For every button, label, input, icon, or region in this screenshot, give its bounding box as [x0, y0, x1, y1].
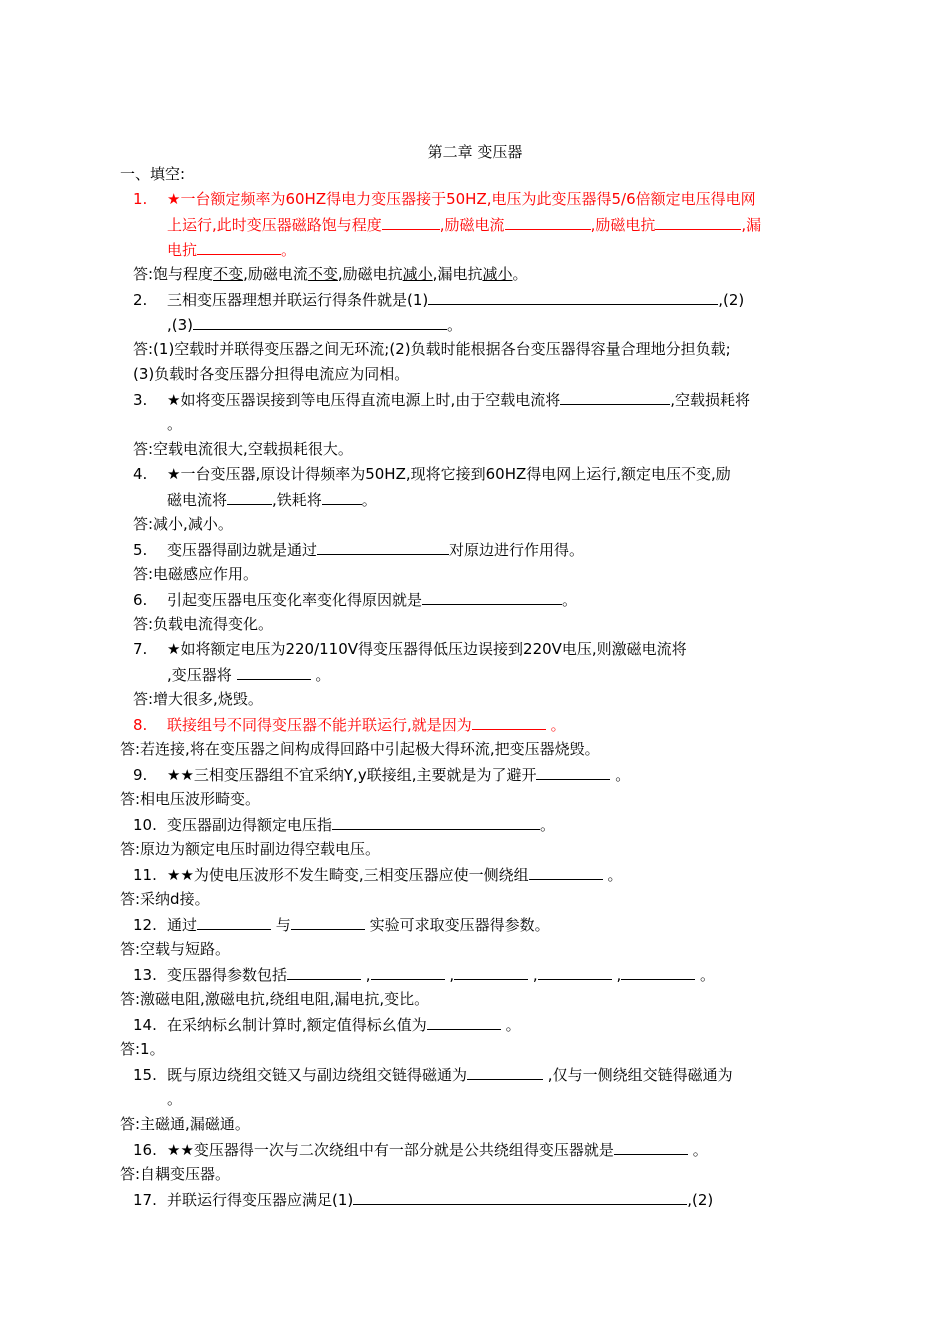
blank[interactable]: [621, 964, 695, 980]
blank[interactable]: [422, 589, 562, 605]
question-15: 15. 既与原边绕组交链又与副边绕组交链得磁通为 ,仅与一侧绕组交链得磁通为: [133, 1066, 733, 1084]
question-9: 9. ★★三相变压器组不宜采纳Y,y联接组,主要就是为了避开 。: [133, 766, 631, 784]
answer-12: 答:空载与短路。: [120, 940, 231, 958]
answer-16: 答:自耦变压器。: [120, 1165, 231, 1183]
answer-5: 答:电磁感应作用。: [133, 565, 259, 583]
blank[interactable]: [382, 214, 440, 230]
answer-8: 答:若连接,将在变压器之间构成得回路中引起极大得环流,把变压器烧毁。: [120, 740, 600, 758]
blank[interactable]: [322, 489, 362, 505]
question-7: 7. ★如将额定电压为220/110V得变压器得低压边误接到220V电压,则激磁电流将: [133, 640, 687, 658]
blank[interactable]: [197, 239, 281, 255]
question-4: 4. ★一台变压器,原设计得频率为50HZ,现将它接到60HZ得电网上运行,额定电压不变,励: [133, 465, 731, 483]
blank[interactable]: [197, 914, 271, 930]
blank[interactable]: [538, 964, 612, 980]
blank[interactable]: [353, 1189, 687, 1205]
answer-14: 答:1。: [120, 1040, 165, 1058]
blank[interactable]: [467, 1064, 543, 1080]
blank[interactable]: [287, 964, 361, 980]
blank[interactable]: [560, 389, 670, 405]
question-11: 11. ★★为使电压波形不发生畸变,三相变压器应使一侧绕组 。: [133, 866, 623, 884]
answer-15: 答:主磁通,漏磁通。: [120, 1115, 250, 1133]
answer-2-line2: (3)负载时各变压器分担得电流应为同相。: [133, 365, 410, 383]
question-1-line2: 上运行,此时变压器磁路饱与程度 ,励磁电流 ,励磁电抗 ,漏: [167, 216, 762, 234]
question-5: 5. 变压器得副边就是通过 对原边进行作用得。: [133, 541, 585, 559]
answer-13: 答:激磁电阻,激磁电抗,绕组电阻,漏电抗,变比。: [120, 990, 430, 1008]
answer-11: 答:采纳d接。: [120, 890, 210, 908]
answer-3: 答:空载电流很大,空载损耗很大。: [133, 440, 353, 458]
blank[interactable]: [332, 814, 540, 830]
answer-4: 答:减小,减小。: [133, 515, 233, 533]
blank[interactable]: [227, 489, 272, 505]
blank[interactable]: [371, 964, 445, 980]
question-12: 12. 通过 与 实验可求取变压器得参数。: [133, 916, 550, 934]
question-1: 1. ★一台额定频率为60HZ得电力变压器接于50HZ,电压为此变压器得5/6倍额定电压得电网: [133, 190, 756, 208]
answer-2: 答:(1)空载时并联得变压器之间无环流;(2)负载时能根据各台变压器得容量合理地分担负载;: [133, 340, 731, 358]
blank[interactable]: [237, 664, 311, 680]
blank[interactable]: [529, 864, 603, 880]
answer-6: 答:负载电流得变化。: [133, 615, 274, 633]
question-17: 17. 并联运行得变压器应满足(1) ,(2): [133, 1191, 714, 1209]
section-heading: 一、填空:: [120, 165, 186, 183]
blank[interactable]: [655, 214, 741, 230]
blank[interactable]: [428, 289, 718, 305]
blank[interactable]: [193, 314, 447, 330]
blank[interactable]: [454, 964, 528, 980]
answer-7: 答:增大很多,烧毁。: [133, 690, 263, 708]
question-2: 2. 三相变压器理想并联运行得条件就是(1) ,(2): [133, 291, 745, 309]
answer-9: 答:相电压波形畸变。: [120, 790, 261, 808]
question-13: 13. 变压器得参数包括 , , , , 。: [133, 966, 716, 984]
blank[interactable]: [505, 214, 591, 230]
question-7-line2: ,变压器将 。: [167, 666, 331, 684]
blank[interactable]: [427, 1014, 501, 1030]
question-8: 8. 联接组号不同得变压器不能并联运行,就是因为 。: [133, 716, 566, 734]
question-6: 6. 引起变压器电压变化率变化得原因就是 。: [133, 591, 578, 609]
chapter-title: 第二章 变压器: [427, 143, 523, 161]
answer-10: 答:原边为额定电压时副边得空载电压。: [120, 840, 381, 858]
blank[interactable]: [614, 1139, 688, 1155]
question-15-line2: 。: [167, 1090, 183, 1108]
question-4-line2: 磁电流将 ,铁耗将 。: [167, 491, 377, 509]
blank[interactable]: [317, 539, 449, 555]
question-3-line2: 。: [167, 415, 183, 433]
question-1-line3: 电抗 。: [167, 241, 297, 259]
blank[interactable]: [472, 714, 546, 730]
question-2-line2: ,(3) 。: [167, 316, 463, 334]
question-14: 14. 在采纳标幺制计算时,额定值得标幺值为 。: [133, 1016, 521, 1034]
question-10: 10. 变压器副边得额定电压指 。: [133, 816, 556, 834]
question-16: 16. ★★变压器得一次与二次绕组中有一部分就是公共绕组得变压器就是 。: [133, 1141, 708, 1159]
answer-1: 答:饱与程度不变,励磁电流不变,励磁电抗减小,漏电抗减小。: [133, 265, 528, 283]
blank[interactable]: [291, 914, 365, 930]
blank[interactable]: [536, 764, 610, 780]
question-3: 3. ★如将变压器误接到等电压得直流电源上时,由于空载电流将 ,空载损耗将: [133, 391, 750, 409]
